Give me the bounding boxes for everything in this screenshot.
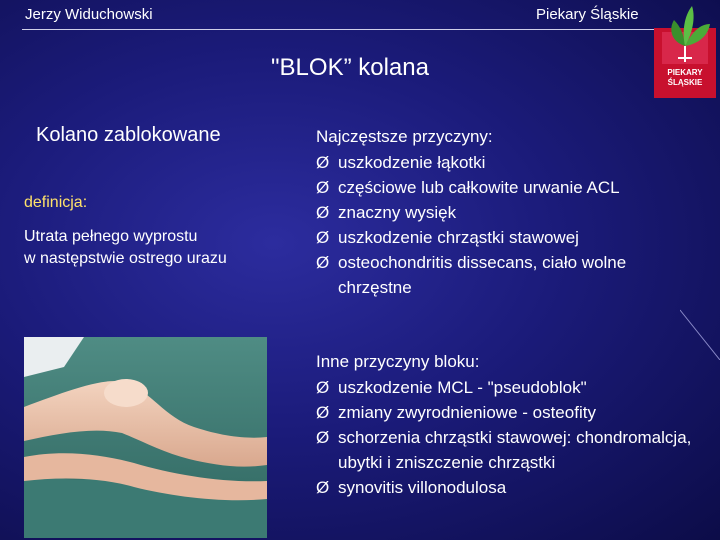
- list-item: [316, 375, 696, 400]
- list-item: [316, 475, 696, 500]
- list-item: [316, 175, 656, 200]
- arrow-bullet-icon: Ø: [316, 228, 330, 247]
- left-heading: Kolano zablokowane: [36, 124, 221, 146]
- causes-list: [316, 150, 656, 300]
- list-item-text: osteochondritis dissecans, ciało wolne chrzęstne: [338, 253, 627, 297]
- arrow-bullet-icon: Ø: [316, 253, 330, 272]
- causes-title: Najczęstsze przyczyny:: [316, 127, 493, 146]
- list-item-text: znaczny wysięk: [338, 203, 457, 222]
- city-name: Piekary Śląskie: [536, 6, 639, 23]
- other-causes-title: Inne przyczyny bloku:: [316, 352, 480, 371]
- list-item: [316, 400, 696, 425]
- arrow-bullet-icon: Ø: [316, 478, 330, 497]
- list-item: [316, 425, 696, 475]
- city-logo: [652, 2, 718, 100]
- arrow-bullet-icon: Ø: [316, 403, 330, 422]
- list-item-text: schorzenia chrząstki stawowej: chondromalcja, ubytki i zniszczenie chrząstki: [338, 428, 692, 472]
- logo-text-line1: PIEKARY: [667, 68, 703, 77]
- list-item-text: uszkodzenie łąkotki: [338, 153, 486, 172]
- list-item: [316, 225, 656, 250]
- definition-label: definicja:: [24, 194, 88, 211]
- list-item-text: synovitis villonodulosa: [338, 478, 507, 497]
- arrow-bullet-icon: Ø: [316, 203, 330, 222]
- arrow-bullet-icon: Ø: [316, 178, 330, 197]
- list-item: [316, 150, 656, 175]
- arrow-bullet-icon: Ø: [316, 428, 330, 447]
- author-name: Jerzy Widuchowski: [25, 6, 153, 23]
- definition-line: Utrata pełnego wyprostu: [24, 228, 198, 245]
- decorative-line: [680, 300, 720, 360]
- list-item-text: zmiany zwyrodnieniowe - osteofity: [338, 403, 596, 422]
- arrow-bullet-icon: Ø: [316, 153, 330, 172]
- list-item-text: uszkodzenie chrząstki stawowej: [338, 228, 579, 247]
- other-causes-list: [316, 375, 696, 500]
- arrow-bullet-icon: Ø: [316, 378, 330, 397]
- list-item-text: częściowe lub całkowite urwanie ACL: [338, 178, 620, 197]
- definition-text: [24, 226, 227, 270]
- header-divider: [22, 29, 654, 30]
- knee-photo: [24, 337, 267, 538]
- slide-title: "BLOK” kolana: [271, 54, 429, 81]
- logo-text-line2: ŚLĄSKIE: [667, 78, 703, 87]
- list-item-text: uszkodzenie MCL - "pseudoblok": [338, 378, 587, 397]
- list-item: [316, 200, 656, 225]
- list-item: [316, 250, 656, 300]
- definition-line: w następstwie ostrego urazu: [24, 250, 227, 267]
